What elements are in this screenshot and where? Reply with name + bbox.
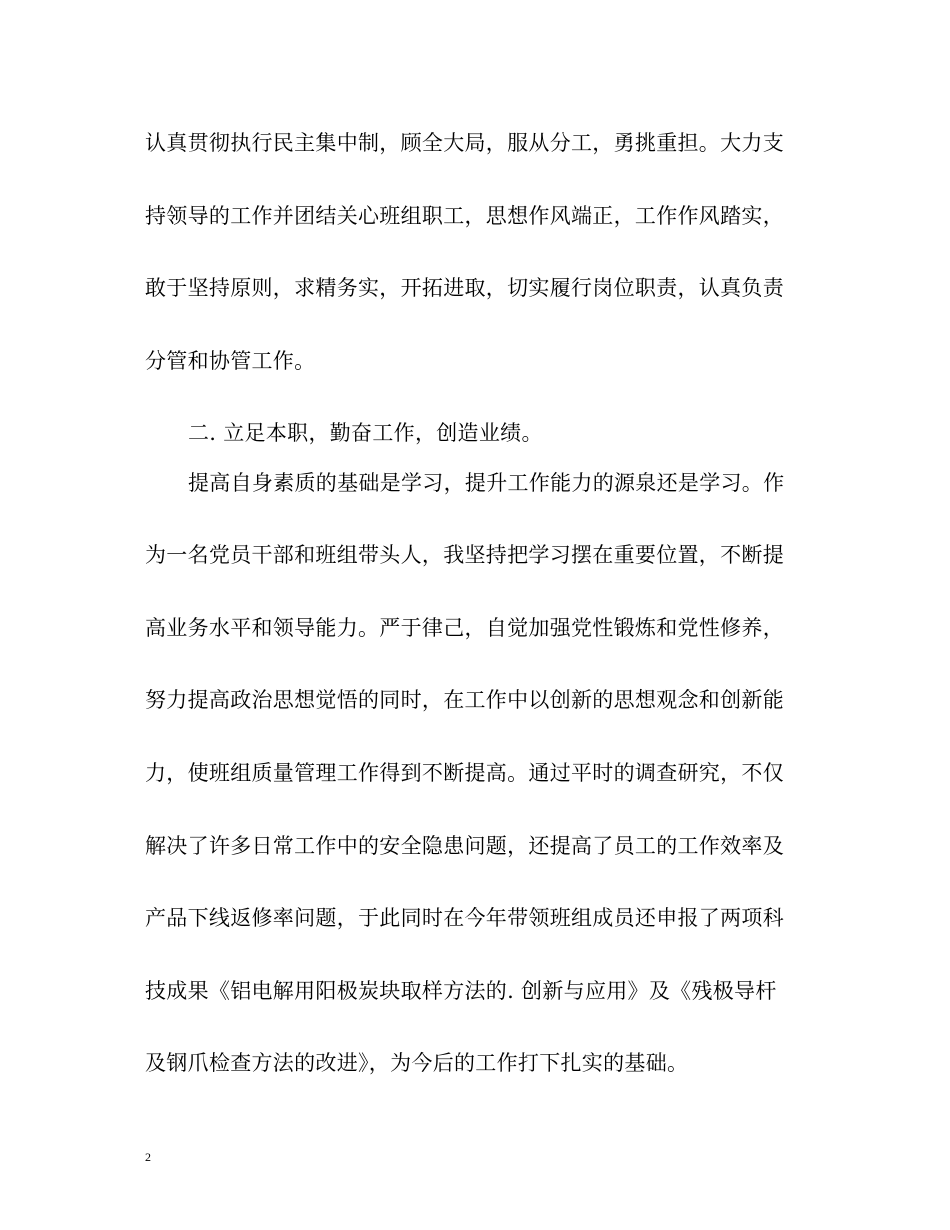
- page-number: 2: [145, 1150, 151, 1164]
- text-line: 持领导的工作并团结关心班组职工，思想作风端正，工作作风踏实，: [145, 204, 784, 228]
- text-line: 分管和协管工作。: [145, 349, 316, 373]
- text-line: 力，使班组质量管理工作得到不断提高。通过平时的调查研究，不仅: [145, 761, 784, 785]
- text-line: 技成果《铝电解用阳极炭块取样方法的. 创新与应用》及《残极导杆: [145, 979, 777, 1003]
- text-line: 提高自身素质的基础是学习，提升工作能力的源泉还是学习。作: [188, 471, 785, 495]
- text-line: 及钢爪检查方法的改进》，为今后的工作打下扎实的基础。: [145, 1051, 689, 1075]
- text-line: 努力提高政治思想觉悟的同时，在工作中以创新的思想观念和创新能: [145, 688, 784, 712]
- text-line: 产品下线返修率问题，于此同时在今年带领班组成员还申报了两项科: [145, 906, 784, 930]
- text-line: 敢于坚持原则，求精务实，开拓进取，切实履行岗位职责，认真负责: [145, 276, 784, 300]
- text-line: 高业务水平和领导能力。严于律己，自觉加强党性锻炼和党性修养，: [145, 616, 784, 640]
- section-heading: 二. 立足本职，勤奋工作，创造业绩。: [188, 421, 543, 445]
- text-line: 解决了许多日常工作中的安全隐患问题，还提高了员工的工作效率及: [145, 834, 784, 858]
- text-line: 认真贯彻执行民主集中制，顾全大局，服从分工，勇挑重担。大力支: [145, 131, 784, 155]
- text-line: 为一名党员干部和班组带头人，我坚持把学习摆在重要位置，不断提: [145, 543, 784, 567]
